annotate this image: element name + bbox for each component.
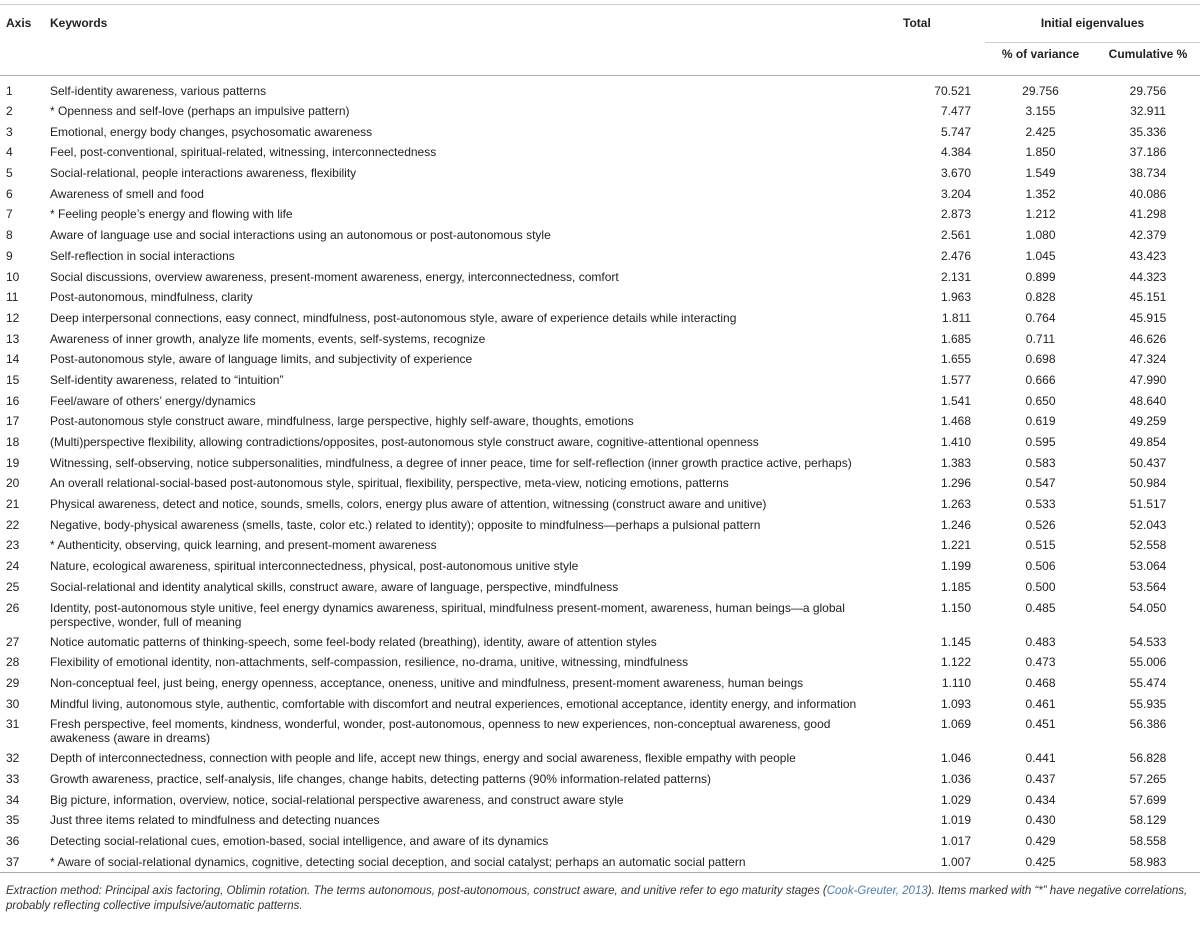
cell-axis: 33	[6, 771, 20, 786]
cell-total: 1.185	[940, 579, 971, 594]
table-row	[0, 246, 1200, 267]
cell-variance: 1.549	[1025, 166, 1056, 181]
cell-total: 1.017	[940, 834, 971, 848]
cell-axis: 4	[6, 145, 13, 160]
cell-cumulative: 51.517	[1129, 497, 1167, 512]
cell-cumulative: 49.854	[1129, 435, 1167, 449]
cell-axis: 35	[6, 813, 20, 828]
cell-cumulative: 32.911	[1130, 104, 1166, 118]
cell-variance: 29.756	[1022, 84, 1059, 98]
cell-keywords: Non-conceptual feel, just being, energy openness, acceptance, oneness, unitive and mindfulness, present-moment awareness, human beings	[50, 675, 804, 690]
cell-total: 1.122	[940, 655, 971, 670]
cell-keywords: Social-relational and identity analytical skills, construct aware, aware of language, perspective, mindfulness	[50, 579, 619, 594]
cell-axis: 34	[6, 792, 20, 807]
header-cumulative: Cumulative %	[1096, 43, 1200, 76]
cell-total: 1.019	[940, 813, 971, 828]
header-initial-eigenvalues: Initial eigenvalues	[1040, 16, 1145, 30]
cell-axis: 22	[6, 517, 20, 532]
table-row	[0, 790, 1200, 811]
cell-keywords: Emotional, energy body changes, psychosomatic awareness	[50, 124, 373, 139]
cell-keywords: Deep interpersonal connections, easy connect, mindfulness, post-autonomous style, aware of experience details while interacting	[50, 310, 737, 325]
table-row	[0, 748, 1200, 769]
cell-total: 1.963	[940, 290, 971, 305]
table-row	[0, 184, 1200, 205]
table-row	[0, 556, 1200, 577]
cell-keywords: * Feeling people’s energy and flowing with life	[50, 207, 293, 222]
cell-keywords: Fresh perspective, feel moments, kindness, wonderful, wonder, post-autonomous, openness to new experiences, non-conceptual awareness, good awakeness (aware in dreams)	[50, 717, 831, 746]
cell-axis: 32	[6, 751, 20, 766]
cell-keywords: * Authenticity, observing, quick learning, and present-moment awareness	[50, 538, 437, 553]
cell-axis: 3	[6, 124, 13, 139]
table-row	[0, 287, 1200, 308]
cell-cumulative: 53.564	[1129, 579, 1167, 594]
cell-variance: 0.533	[1025, 497, 1056, 512]
cell-cumulative: 57.265	[1129, 771, 1167, 786]
cell-axis: 1	[6, 84, 13, 98]
cell-keywords: Feel, post-conventional, spiritual-related, witnessing, interconnectedness	[50, 145, 437, 160]
cell-keywords: An overall relational-social-based post-autonomous style, spiritual, flexibility, perspective, meta-view, noticing emotions, patterns	[50, 476, 729, 491]
table-row	[0, 267, 1200, 288]
cell-cumulative: 49.259	[1129, 414, 1167, 429]
cell-total: 1.199	[940, 559, 971, 574]
cell-variance: 1.850	[1025, 145, 1056, 160]
cell-keywords: Depth of interconnectedness, connection with people and life, accept new things, energy and social awareness, flexible empathy with people	[50, 751, 796, 766]
cell-keywords: * Aware of social-relational dynamics, cognitive, detecting social deception, and social catalyst; perhaps an automatic social pattern	[50, 854, 746, 869]
table-row	[0, 535, 1200, 556]
cell-axis: 37	[6, 854, 20, 869]
table-row	[0, 76, 1200, 102]
cell-variance: 0.650	[1025, 393, 1056, 408]
cell-keywords: Physical awareness, detect and notice, sounds, smells, colors, energy plus aware of attention, witnessing (construct aware and unitive)	[50, 497, 767, 512]
table-row	[0, 598, 1200, 632]
table-row	[0, 714, 1200, 748]
table-row	[0, 473, 1200, 494]
cell-variance: 1.045	[1025, 248, 1056, 263]
cell-keywords: Post-autonomous style, aware of language limits, and subjectivity of experience	[50, 352, 473, 367]
cell-axis: 2	[6, 104, 13, 118]
cell-cumulative: 45.915	[1129, 310, 1167, 325]
cell-axis: 23	[6, 538, 20, 553]
eigenvalues-table	[0, 4, 1200, 873]
table-row	[0, 515, 1200, 536]
cell-cumulative: 48.640	[1129, 393, 1167, 408]
cell-total: 1.145	[940, 634, 971, 649]
cell-axis: 30	[6, 696, 20, 711]
cell-variance: 0.666	[1025, 372, 1056, 387]
cell-keywords: Negative, body-physical awareness (smells, taste, color etc.) related to identity); opposite to mindfulness—perhaps a pulsional pattern	[50, 517, 761, 532]
table-row	[0, 810, 1200, 831]
header-blank	[0, 43, 44, 76]
table-row	[0, 769, 1200, 790]
cell-cumulative: 44.323	[1129, 269, 1167, 284]
table-row	[0, 852, 1200, 873]
cell-variance: 0.483	[1025, 634, 1056, 649]
cell-variance: 0.698	[1025, 352, 1056, 367]
cell-total: 1.655	[940, 352, 971, 367]
cell-total: 1.811	[941, 310, 971, 325]
cell-total: 5.747	[940, 124, 971, 139]
cell-cumulative: 37.186	[1129, 145, 1167, 160]
cell-variance: 0.434	[1025, 792, 1056, 807]
table-row	[0, 308, 1200, 329]
cell-cumulative: 42.379	[1129, 228, 1167, 243]
cell-axis: 19	[6, 455, 20, 470]
cell-total: 1.383	[940, 455, 971, 470]
cell-cumulative: 52.043	[1129, 517, 1167, 532]
cell-variance: 1.352	[1025, 186, 1056, 201]
header-total: Total	[903, 16, 931, 30]
table-row	[0, 370, 1200, 391]
cell-total: 1.046	[940, 751, 971, 766]
cell-cumulative: 41.298	[1129, 207, 1167, 222]
cell-variance: 1.212	[1025, 207, 1056, 222]
header-axis: Axis	[6, 16, 32, 30]
cell-total: 3.670	[940, 166, 971, 181]
cell-keywords: Awareness of smell and food	[50, 186, 204, 201]
cell-axis: 26	[6, 600, 20, 615]
cell-cumulative: 58.983	[1129, 854, 1167, 869]
table-row	[0, 652, 1200, 673]
cell-cumulative: 54.050	[1129, 600, 1167, 615]
cell-total: 1.577	[940, 372, 971, 387]
cell-keywords: Social discussions, overview awareness, present-moment awareness, energy, interconnectedness, comfort	[50, 269, 619, 284]
cell-keywords: Growth awareness, practice, self-analysis, life changes, change habits, detecting patterns (90% information-related patterns)	[50, 771, 712, 786]
cell-keywords: Feel/aware of others’ energy/dynamics	[50, 393, 256, 408]
cell-cumulative: 55.474	[1129, 675, 1167, 690]
cell-variance: 0.899	[1025, 269, 1056, 284]
cell-variance: 0.468	[1025, 675, 1056, 690]
cell-total: 1.685	[940, 331, 971, 346]
table-row	[0, 411, 1200, 432]
cell-variance: 0.515	[1025, 538, 1056, 553]
cell-variance: 0.619	[1025, 414, 1056, 429]
cell-variance: 0.595	[1025, 435, 1056, 449]
table-row	[0, 391, 1200, 412]
cell-total: 3.204	[940, 186, 971, 201]
cell-keywords: Detecting social-relational cues, emotion-based, social intelligence, and aware of its dynamics	[50, 834, 549, 848]
cell-total: 2.873	[940, 207, 971, 222]
cell-cumulative: 50.437	[1129, 455, 1167, 470]
cell-keywords: Nature, ecological awareness, spiritual interconnectedness, physical, post-autonomous unitive style	[50, 559, 579, 574]
cell-cumulative: 38.734	[1129, 166, 1167, 181]
table-row	[0, 163, 1200, 184]
cell-axis: 14	[6, 352, 20, 367]
cell-total: 1.263	[940, 497, 971, 512]
cell-keywords: Notice automatic patterns of thinking-speech, some feel-body related (breathing), identity, aware of attention styles	[50, 634, 657, 649]
cell-total: 1.468	[940, 414, 971, 429]
cell-variance: 0.425	[1025, 854, 1056, 869]
cell-cumulative: 58.558	[1129, 834, 1167, 848]
cell-total: 1.541	[940, 393, 971, 408]
cell-keywords: Social-relational, people interactions awareness, flexibility	[50, 166, 357, 181]
table-row	[0, 453, 1200, 474]
cell-keywords: Aware of language use and social interactions using an autonomous or post-autonomous style	[50, 228, 551, 243]
cell-keywords: Post-autonomous, mindfulness, clarity	[50, 290, 253, 305]
cell-total: 1.093	[940, 696, 971, 711]
footnote-text-end: ). Items marked with “*” have negative correlations, probably reflecting collective impulsive/automatic patterns.	[6, 885, 1188, 912]
table-row	[0, 432, 1200, 453]
cell-total: 1.069	[940, 717, 971, 732]
cell-axis: 24	[6, 559, 20, 574]
cell-keywords: (Multi)perspective flexibility, allowing contradictions/opposites, post-autonomous style construct aware, cognitive-attentional openness	[50, 435, 759, 449]
cell-axis: 29	[6, 675, 20, 690]
cell-variance: 0.430	[1025, 813, 1056, 828]
cell-variance: 0.506	[1025, 559, 1056, 574]
cell-cumulative: 45.151	[1129, 290, 1167, 305]
cell-keywords: Post-autonomous style construct aware, mindfulness, large perspective, highly self-aware, thoughts, emotions	[50, 414, 634, 429]
cell-cumulative: 55.935	[1129, 696, 1167, 711]
cell-keywords: Just three items related to mindfulness and detecting nuances	[50, 813, 380, 828]
cell-axis: 10	[6, 269, 20, 284]
cell-axis: 13	[6, 331, 20, 346]
cell-variance: 2.425	[1025, 124, 1056, 139]
citation-link[interactable]: Cook-Greuter, 2013	[826, 885, 928, 897]
cell-keywords: * Openness and self-love (perhaps an impulsive pattern)	[50, 104, 350, 118]
cell-axis: 18	[6, 435, 20, 449]
header-blank	[897, 43, 985, 76]
table-row	[0, 142, 1200, 163]
cell-variance: 3.155	[1025, 104, 1056, 118]
cell-variance: 0.437	[1025, 771, 1056, 786]
cell-keywords: Self-reflection in social interactions	[50, 248, 235, 263]
table-row	[0, 694, 1200, 715]
cell-axis: 6	[6, 186, 13, 201]
cell-cumulative: 55.006	[1129, 655, 1167, 670]
cell-cumulative: 58.129	[1129, 813, 1167, 828]
cell-cumulative: 47.990	[1129, 372, 1167, 387]
table-body	[0, 76, 1200, 873]
cell-cumulative: 56.828	[1129, 751, 1167, 766]
cell-keywords: Self-identity awareness, related to “intuition”	[50, 372, 284, 387]
cell-variance: 0.583	[1025, 455, 1056, 470]
table-row	[0, 349, 1200, 370]
cell-keywords: Flexibility of emotional identity, non-attachments, self-compassion, resilience, no-drama, unitive, witnessing, mindfulness	[50, 655, 689, 670]
cell-variance: 0.473	[1025, 655, 1056, 670]
cell-keywords: Self-identity awareness, various patterns	[50, 84, 267, 98]
cell-total: 1.221	[940, 538, 971, 553]
cell-axis: 36	[6, 834, 20, 848]
cell-axis: 27	[6, 634, 20, 649]
cell-axis: 7	[6, 207, 13, 222]
cell-keywords: Identity, post-autonomous style unitive, feel energy dynamics awareness, spiritual, mindfulness present-moment, awareness, human beings—a global perspective, wonder, full of meaning	[50, 600, 845, 629]
header-keywords: Keywords	[50, 16, 108, 30]
table-row	[0, 225, 1200, 246]
cell-axis: 12	[6, 310, 20, 325]
cell-variance: 0.461	[1025, 696, 1056, 711]
cell-axis: 21	[6, 497, 20, 512]
cell-variance: 0.526	[1025, 517, 1056, 532]
cell-total: 1.029	[940, 792, 971, 807]
cell-total: 4.384	[940, 145, 971, 160]
cell-cumulative: 29.756	[1129, 84, 1167, 98]
cell-total: 2.561	[940, 228, 971, 243]
table-row	[0, 577, 1200, 598]
cell-total: 2.131	[940, 269, 971, 284]
footnote-text: Extraction method: Principal axis factoring, Oblimin rotation. The terms autonomous, post-autonomous, construct aware, and unitive refer to ego maturity stages (	[6, 885, 827, 897]
cell-cumulative: 54.533	[1129, 634, 1167, 649]
cell-keywords: Witnessing, self-observing, notice subpersonalities, mindfulness, a degree of inner peace, time for self-reflection (inner growth practice active, perhaps)	[50, 455, 852, 470]
cell-variance: 0.500	[1025, 579, 1056, 594]
table-row	[0, 494, 1200, 515]
cell-axis: 5	[6, 166, 13, 181]
cell-variance: 0.485	[1025, 600, 1056, 615]
table-row	[0, 831, 1200, 852]
cell-cumulative: 35.336	[1129, 124, 1167, 139]
cell-cumulative: 57.699	[1129, 792, 1167, 807]
cell-cumulative: 46.626	[1129, 331, 1167, 346]
cell-variance: 0.711	[1025, 331, 1056, 346]
cell-keywords: Big picture, information, overview, notice, social-relational perspective awareness, and construct aware style	[50, 792, 624, 807]
cell-axis: 9	[6, 248, 13, 263]
cell-variance: 0.764	[1025, 310, 1056, 325]
cell-axis: 20	[6, 476, 20, 491]
cell-total: 1.007	[940, 854, 971, 869]
cell-total: 1.410	[940, 435, 971, 449]
cell-cumulative: 40.086	[1129, 186, 1167, 201]
table-row	[0, 632, 1200, 653]
cell-variance: 1.080	[1025, 228, 1056, 243]
cell-axis: 31	[6, 717, 20, 732]
table-row	[0, 101, 1200, 122]
table-footnote	[6, 884, 1194, 914]
cell-axis: 15	[6, 372, 20, 387]
cell-variance: 0.451	[1025, 717, 1056, 732]
cell-axis: 8	[6, 228, 13, 243]
header-pct-variance: % of variance	[985, 43, 1096, 76]
cell-keywords: Mindful living, autonomous style, authentic, comfortable with discomfort and neutral experiences, emotional acceptance, identity energy, and information	[50, 696, 857, 711]
cell-variance: 0.441	[1025, 751, 1056, 766]
table-row	[0, 673, 1200, 694]
cell-total: 2.476	[940, 248, 971, 263]
cell-axis: 28	[6, 655, 20, 670]
cell-total: 1.246	[940, 517, 971, 532]
table-row	[0, 204, 1200, 225]
cell-cumulative: 56.386	[1129, 717, 1167, 732]
cell-total: 1.296	[940, 476, 971, 491]
cell-variance: 0.429	[1025, 834, 1056, 848]
cell-variance: 0.828	[1025, 290, 1056, 305]
cell-cumulative: 50.984	[1129, 476, 1167, 491]
header-blank	[44, 43, 897, 76]
cell-variance: 0.547	[1025, 476, 1056, 491]
cell-total: 70.521	[934, 84, 971, 98]
cell-axis: 16	[6, 393, 20, 408]
cell-total: 1.110	[941, 675, 971, 690]
cell-cumulative: 47.324	[1129, 352, 1167, 367]
table-header	[0, 5, 1200, 76]
cell-axis: 25	[6, 579, 20, 594]
cell-cumulative: 52.558	[1129, 538, 1167, 553]
cell-total: 1.150	[940, 600, 971, 615]
table-row	[0, 122, 1200, 143]
cell-total: 7.477	[940, 104, 971, 118]
cell-cumulative: 43.423	[1129, 248, 1167, 263]
table-row	[0, 329, 1200, 350]
cell-axis: 11	[6, 290, 19, 305]
cell-total: 1.036	[940, 771, 971, 786]
cell-keywords: Awareness of inner growth, analyze life moments, events, self-systems, recognize	[50, 331, 486, 346]
cell-axis: 17	[6, 414, 20, 429]
cell-cumulative: 53.064	[1129, 559, 1167, 574]
